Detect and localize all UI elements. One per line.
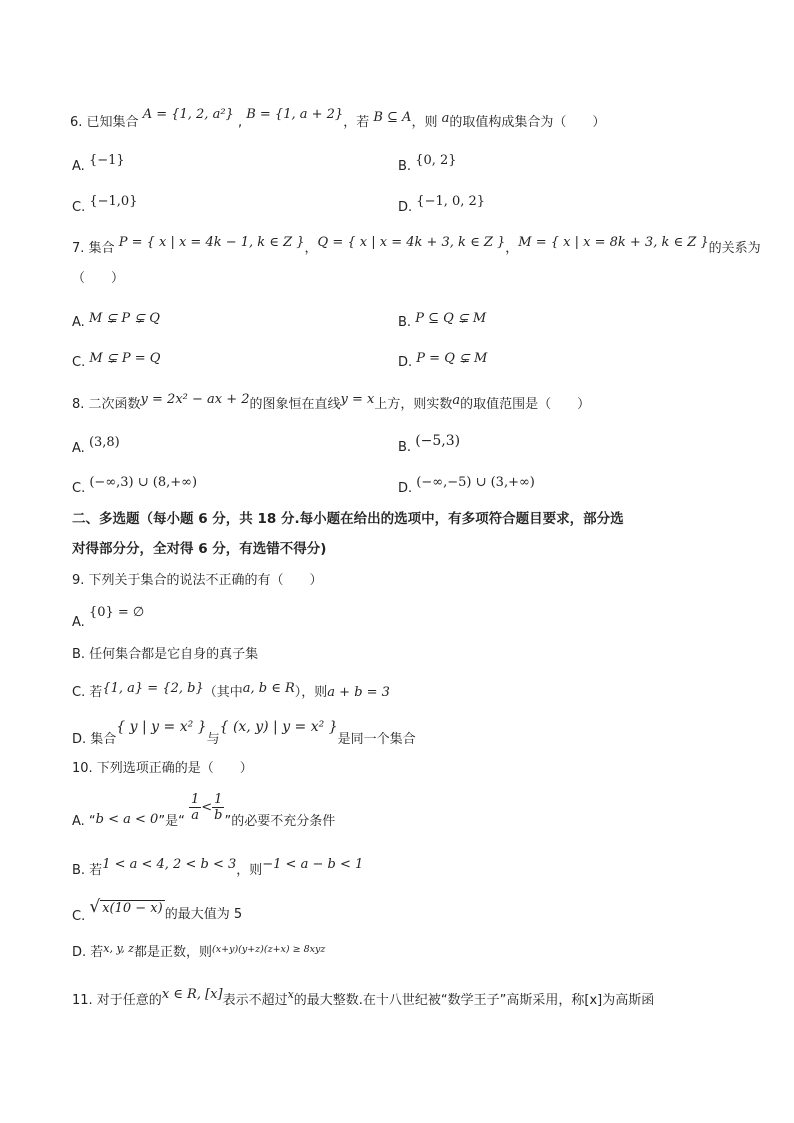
option-label: D. [398,481,413,496]
q6-stem-b: ，若 [343,115,370,130]
q10-c-end: 的最大值为 5 [164,907,243,922]
q9-d-set2: { (x, y) | y = x² } [219,719,338,735]
q11-stem-c: 的最大整数.在十八世纪被“数学王子”高斯采用，称[x]为高斯函 [293,993,655,1008]
option-label: A. [72,615,85,630]
option-value: M ⊊ P = Q [89,351,161,366]
q10-a-lt: < [201,800,213,815]
option-label: C. [72,355,86,370]
q8-option-d [398,474,535,496]
q9-c-res: a + b = 3 [327,685,390,700]
q8-stem-b: 的图象恒在直线 [249,397,341,412]
option-value: P = Q ⊊ M [416,351,488,366]
frac-denominator: b [214,808,223,823]
section-2-heading-line1: 二、多选题（每小题 6 分，共 18 分.每小题在给出的选项中，有多项符合题目要求，部分选 [72,511,624,527]
q10-d-vars: x, y, z [103,942,135,955]
option-label: B. [398,440,412,455]
option-value: (−∞,3) ∪ (8,+∞) [89,475,198,490]
option-value: P ⊆ Q ⊊ M [415,311,487,326]
option-label: B. [398,315,412,330]
q6-option-b [398,152,457,174]
q11-stem-b: 表示不超过 [222,993,288,1008]
frac-numerator: 1 [212,792,224,808]
section-2-heading-line2: 对得部分分，全对得 6 分，有选错不得分) [72,541,327,557]
q10-option-d [72,940,325,959]
option-label: B. 若 [72,863,103,878]
q11-stem-a: 11. 对于任意的 [72,993,162,1008]
q9-c-mid: （其中 [203,685,243,700]
q7-option-a [72,310,160,328]
option-value: (−5,3) [415,433,461,449]
q7-comma: ， [304,241,318,256]
option-label: C. [72,481,86,496]
q8-stem [72,392,591,414]
q7-option-b [398,310,486,328]
option-label: D. 集合 [72,732,117,747]
q10-stem: 10. 下列选项正确的是（ ） [72,761,253,776]
q10-b-mid: ，则 [236,863,263,878]
option-label: C. 若 [72,685,103,700]
q8-func: y = 2x² − ax + 2 [140,392,250,407]
q6-stem [70,107,606,132]
option-label: D. [398,355,413,370]
q6-option-d [398,193,486,215]
q9-c-mid2: ），则 [294,685,328,700]
q8-var: a [452,393,461,408]
option-value: {−1, 0, 2} [416,194,486,209]
option-label: C. [72,200,86,215]
q10-option-c [72,897,243,924]
q10-option-a [72,792,336,829]
q7-option-c [72,350,160,368]
q7-comma: ， [505,241,519,256]
q8-option-b [398,432,461,455]
option-value: (3,8) [88,435,120,450]
q6-stem-c: ，则 [411,115,438,130]
q11-var: x [287,988,294,1001]
q10-a-mid: ”是“ [158,814,185,829]
q7-stem-a: 7. 集合 [72,241,115,256]
q10-a-frac1 [189,792,201,823]
q9-d-mid: 与 [206,732,220,747]
q6-stem-d: 的取值构成集合为（ ） [449,115,606,130]
q9-c-cond: a, b ∈ R [242,681,295,696]
q9-d-end: 是同一个集合 [337,732,416,747]
q6-var: a [441,111,450,126]
radical-sign-icon: √ [89,897,101,917]
q8-stem-a: 8. 二次函数 [72,397,141,412]
q6-sep: , [233,115,247,130]
q10-option-b [72,856,364,878]
q10-c-sqrt [89,897,164,917]
q8-option-a [72,434,120,456]
radicand: x(10 − x) [102,901,163,916]
q7-set-m: M = { x | x = 8k + 3, k ∈ Z } [518,235,709,250]
option-label: A. “ [72,814,96,829]
q6-stem-a: 6. 已知集合 [70,115,139,130]
option-value: M ⊊ P ⊊ Q [88,311,160,326]
q7-stem-b: 的关系为 [708,241,761,256]
q9-option-d [72,718,416,747]
q8-line: y = x [340,392,375,407]
option-label: B. [398,159,412,174]
q6-option-c [72,193,138,215]
q9-c-eq: {1, a} = {2, b} [102,681,204,696]
q11-cond: x ∈ R, [x] [161,987,223,1002]
frac-numerator: 1 [190,792,200,807]
q6-set-b: B = {1, a + 2} [246,107,344,122]
q10-b-res: −1 < a − b < 1 [262,857,364,872]
q9-option-c [72,680,390,698]
q10-d-mid: 都是正数，则 [134,945,213,960]
q7-option-d [398,350,487,368]
option-value: (−∞,−5) ∪ (3,+∞) [416,475,535,490]
option-label: A. [72,315,85,330]
q6-cond: B ⊆ A [373,110,412,125]
q6-set-a: A = {1, 2, a²} [142,107,234,122]
option-label: C. [72,909,86,924]
q6-option-a [72,152,125,174]
q9-option-b: B. 任何集合都是它自身的真子集 [72,647,259,662]
option-value: {−1,0} [89,194,138,209]
option-label: D. 若 [72,945,104,960]
q9-stem: 9. 下列关于集合的说法不正确的有（ ） [72,573,323,588]
q10-a-cond: b < a < 0 [95,812,159,827]
option-label: A. [72,441,85,456]
q7-stem [72,235,761,258]
q7-stem-cont: （ ） [72,271,125,286]
option-value: {0} = ∅ [88,605,145,620]
q7-set-q: Q = { x | x = 4k + 3, k ∈ Z } [317,235,506,250]
q10-a-frac2 [212,792,224,823]
q10-a-end: ”的必要不充分条件 [224,814,336,829]
option-value: {−1} [88,153,125,168]
option-label: A. [72,159,85,174]
q8-stem-c: 上方，则实数 [374,397,453,412]
q8-stem-d: 的取值范围是（ ） [460,397,591,412]
option-value: {0, 2} [415,153,457,168]
q11-stem [72,986,655,1008]
q7-set-p: P = { x | x = 4k − 1, k ∈ Z } [118,235,305,250]
q9-option-a [72,604,145,630]
q9-d-set1: { y | y = x² } [116,719,207,735]
q10-d-ineq: (x+y)(y+z)(z+x) ≥ 8xyz [212,944,326,955]
q8-option-c [72,474,198,496]
q10-b-cond: 1 < a < 4, 2 < b < 3 [102,857,237,872]
frac-denominator: a [191,808,199,823]
option-label: D. [398,200,413,215]
